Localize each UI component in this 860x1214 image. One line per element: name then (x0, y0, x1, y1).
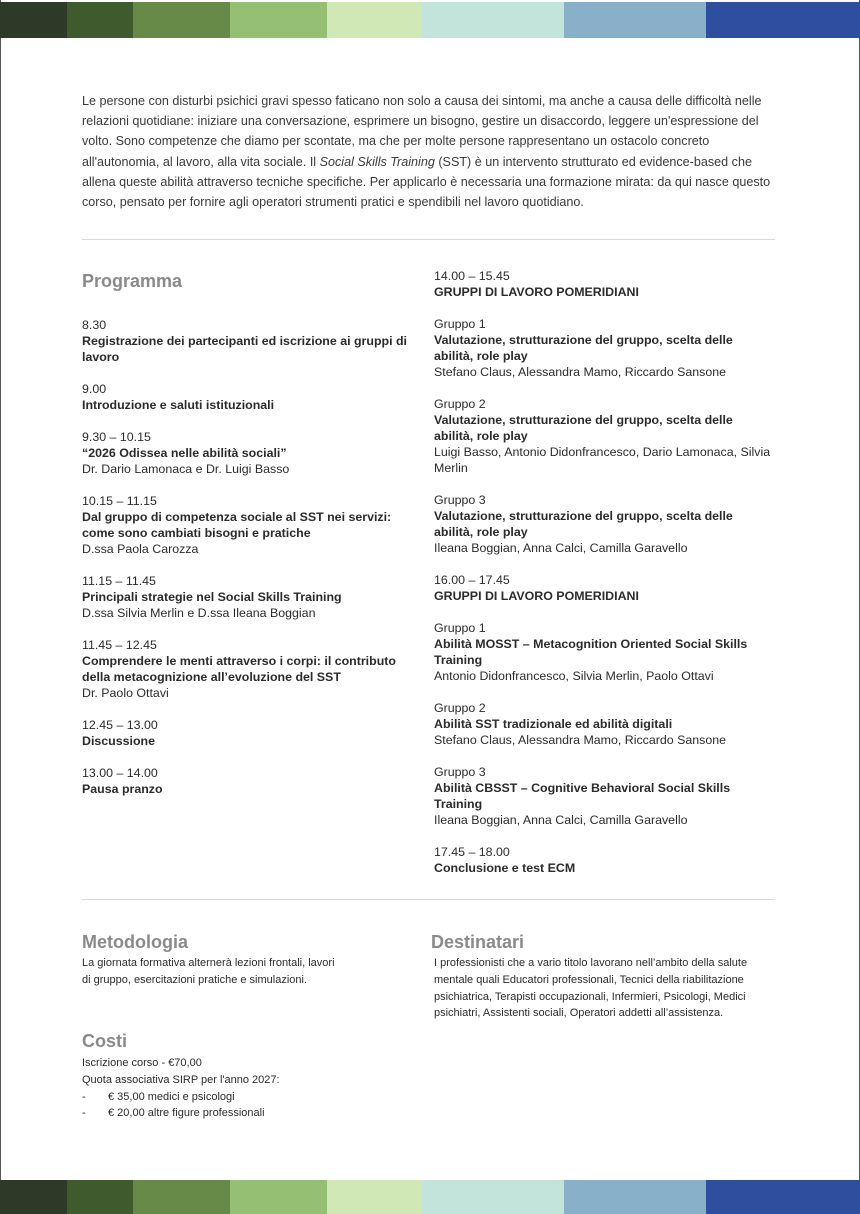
costi-list (82, 1089, 382, 1123)
color-band-segment (133, 1180, 230, 1214)
entry-time: Gruppo 1 (434, 621, 486, 635)
entry-speakers: Stefano Claus, Alessandra Mamo, Riccardo Sansone (434, 365, 727, 379)
programma-entry (82, 381, 412, 413)
entry-time: Gruppo 2 (434, 397, 486, 411)
entry-title: Dal gruppo di competenza sociale al SST nei servizi: come sono cambiati bisogni e pratiche (82, 510, 392, 540)
costi-line-iscrizione: Iscrizione corso - €70,00 (82, 1057, 202, 1069)
entry-speakers: Ileana Boggian, Anna Calci, Camilla Garavello (434, 541, 688, 555)
entry-title: GRUPPI DI LAVORO POMERIDIANI (434, 285, 639, 299)
color-band-segment (0, 1180, 67, 1214)
entry-speakers: Stefano Claus, Alessandra Mamo, Riccardo Sansone (434, 733, 727, 747)
entry-title: Comprendere le menti attraverso i corpi: il contributo della metacognizione all’evoluzione del SST (82, 654, 396, 684)
entry-title: GRUPPI DI LAVORO POMERIDIANI (434, 589, 639, 603)
entry-title: Abilità MOSST – Metacognition Oriented Social Skills Training (434, 637, 748, 667)
intro-text-part2: (SST) è un intervento strutturato ed evidence-based che allena queste abilità attraverso tecniche specifiche. Per applicarlo è necessaria una formazione mirata: da qui nasce questo corso, pensato per fornire agli operatori strumenti pratici e spendibili nel lavoro quotidiano. (82, 154, 771, 210)
entry-time: 16.00 – 17.45 (434, 573, 510, 587)
entry-time: 8.30 (82, 318, 107, 332)
color-band-segment (564, 2, 706, 38)
costi-item-text: € 35,00 medici e psicologi (108, 1090, 235, 1103)
entry-title: Pausa pranzo (82, 782, 163, 796)
entry-title: Registrazione dei partecipanti ed iscrizione ai gruppi di lavoro (82, 334, 407, 364)
entry-title: Valutazione, strutturazione del gruppo, scelta delle abilità, role play (434, 333, 733, 363)
entry-speakers: D.ssa Silvia Merlin e D.ssa Ileana Boggian (82, 606, 316, 620)
programma-entry (434, 492, 774, 556)
metodologia-title: Metodologia (82, 932, 188, 952)
entry-speakers: Luigi Basso, Antonio Didonfrancesco, Dario Lamonaca, Silvia Merlin (434, 445, 771, 475)
programma-entry (82, 493, 412, 557)
entry-speakers: Ileana Boggian, Anna Calci, Camilla Garavello (434, 813, 688, 827)
programma-entry (82, 573, 412, 621)
programma-entry (434, 572, 774, 604)
entry-time: 13.00 – 14.00 (82, 766, 158, 780)
color-band-segment (327, 2, 422, 38)
programma-entry (434, 396, 774, 476)
divider-bottom (82, 899, 775, 900)
color-band-segment (564, 1180, 706, 1214)
programma-entry (434, 268, 774, 300)
color-band-segment (706, 1180, 860, 1214)
entry-time: 9.30 – 10.15 (82, 430, 151, 444)
programma-entry (434, 700, 774, 748)
programma-entry (82, 429, 412, 477)
programma-entry (434, 316, 774, 380)
destinatari-text: I professionisti che a vario titolo lavorano nell’ambito della salute mentale quali Educatori professionali, Tecnici della riabilitazione psichiatrica, Terapisti occupazionali, Infermieri, Psicologi, Medici psichiatri, Assistenti sociali, Operatori addetti all’assistenza. (434, 957, 748, 1020)
entry-title: Discussione (82, 734, 155, 748)
entry-title: Valutazione, strutturazione del gruppo, scelta delle abilità, role play (434, 509, 733, 539)
entry-title: Abilità SST tradizionale ed abilità digitali (434, 717, 673, 731)
programma-title: Programma (82, 271, 183, 291)
entry-time: Gruppo 2 (434, 701, 486, 715)
color-band-segment (327, 1180, 422, 1214)
programma-entry (82, 317, 412, 365)
costi-title: Costi (82, 1031, 127, 1051)
entry-time: 14.00 – 15.45 (434, 269, 510, 283)
intro-text-emphasis: Social Skills Training (319, 154, 435, 169)
entry-time: Gruppo 3 (434, 765, 486, 779)
costi-item-text: € 20,00 altre figure professionali (108, 1107, 265, 1120)
entry-speakers: D.ssa Paola Carozza (82, 542, 199, 556)
entry-time: 10.15 – 11.15 (82, 494, 157, 508)
costi-list-item (82, 1105, 382, 1122)
costi-line-quota: Quota associativa SIRP per l'anno 2027: (82, 1073, 280, 1086)
color-band-segment (67, 2, 133, 38)
programma-morning-column (82, 317, 412, 813)
list-dash: - (82, 1090, 86, 1103)
divider-top (82, 239, 775, 240)
list-dash: - (82, 1107, 86, 1120)
programma-entry (82, 717, 412, 749)
color-band-segment (0, 2, 67, 38)
destinatari-title: Destinatari (431, 932, 525, 952)
entry-title: Valutazione, strutturazione del gruppo, scelta delle abilità, role play (434, 413, 733, 443)
entry-time: 11.15 – 11.45 (82, 574, 156, 588)
color-band-segment (706, 2, 860, 38)
color-band-segment (422, 1180, 564, 1214)
color-band-segment (67, 1180, 133, 1214)
color-band-segment (133, 2, 230, 38)
entry-title: Conclusione e test ECM (434, 861, 576, 875)
entry-title: Principali strategie nel Social Skills Training (82, 590, 342, 604)
programma-entry (434, 764, 774, 828)
metodologia-text: La giornata formativa alternerà lezioni frontali, lavori di gruppo, esercitazioni pratiche e simulazioni. (82, 957, 335, 986)
entry-title: “2026 Odissea nelle abilità sociali” (82, 446, 287, 460)
entry-time: 12.45 – 13.00 (82, 718, 158, 732)
color-band-segment (230, 2, 327, 38)
programma-entry (82, 637, 412, 701)
programma-entry (434, 844, 774, 876)
color-band-segment (422, 2, 564, 38)
entry-title: Abilità CBSST – Cognitive Behavioral Social Skills Training (434, 781, 731, 811)
costi-list-item (82, 1089, 382, 1106)
entry-time: 11.45 – 12.45 (82, 638, 157, 652)
entry-time: Gruppo 3 (434, 493, 486, 507)
entry-title: Introduzione e saluti istituzionali (82, 398, 275, 412)
bottom-color-band (0, 1180, 860, 1214)
costi-block (82, 1055, 382, 1122)
entry-speakers: Antonio Didonfrancesco, Silvia Merlin, Paolo Ottavi (434, 669, 714, 683)
entry-time: 9.00 (82, 382, 107, 396)
entry-speakers: Dr. Paolo Ottavi (82, 686, 169, 700)
page-border-left (0, 0, 1, 1214)
intro-text-part1: Le persone con disturbi psichici gravi spesso faticano non solo a causa dei sintomi, ma anche a causa delle difficoltà nelle relazioni quotidiane: iniziare una conversazione, esprimere un bisogno, gestire un disaccordo, leggere un'espressione del volto. Sono competenze che diamo per scontate, ma che per molte persone rappresentano un ostacolo concreto all'autonomia, al lavoro, alla vita sociale. Il (82, 94, 762, 169)
entry-time: Gruppo 1 (434, 317, 486, 331)
programma-entry (82, 765, 412, 797)
entry-speakers: Dr. Dario Lamonaca e Dr. Luigi Basso (82, 462, 290, 476)
color-band-segment (230, 1180, 327, 1214)
programma-afternoon-column (434, 268, 774, 892)
intro-paragraph (82, 91, 782, 212)
top-color-band (0, 2, 860, 38)
entry-time: 17.45 – 18.00 (434, 845, 510, 859)
programma-entry (434, 620, 774, 684)
